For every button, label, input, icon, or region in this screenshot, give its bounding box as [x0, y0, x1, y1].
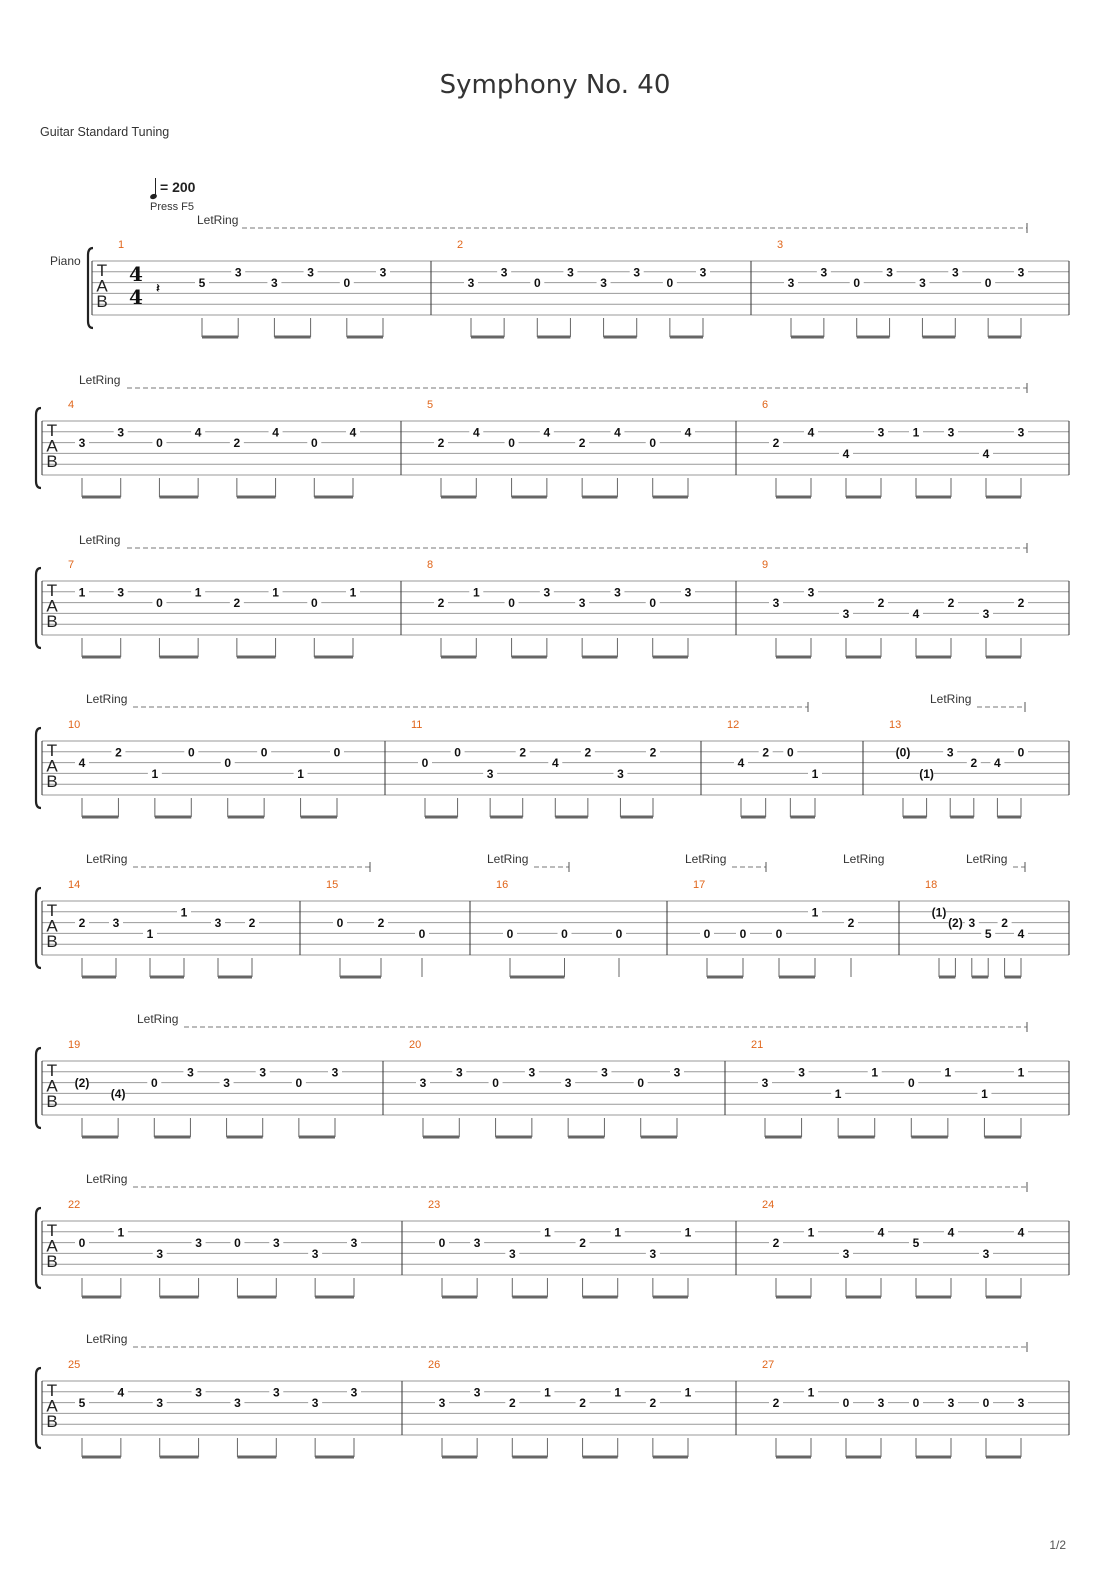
- fret-number: 3: [761, 1076, 769, 1091]
- tab-clef-letter: A: [46, 1396, 58, 1416]
- fret-number: 3: [1017, 1396, 1025, 1411]
- tab-clef-letter: B: [46, 772, 58, 791]
- letring-label: LetRing: [86, 692, 128, 706]
- fret-number: 3: [567, 265, 574, 280]
- fret-number: 3: [311, 1246, 319, 1261]
- fret-number: 2: [947, 596, 955, 611]
- fret-number: 4: [947, 1225, 955, 1240]
- fret-number: 2: [772, 1236, 780, 1251]
- fret-number: 4: [737, 756, 745, 771]
- fret-number: 1: [1017, 1065, 1025, 1080]
- fret-number: 1: [807, 1385, 815, 1400]
- letring-label: LetRing: [685, 852, 727, 866]
- letring-label: LetRing: [86, 1332, 128, 1346]
- fret-number: 0: [295, 1076, 303, 1091]
- fret-number: 0: [649, 436, 657, 451]
- fret-number: 3: [600, 276, 607, 291]
- tab-clef-letter: T: [46, 1061, 58, 1080]
- fret-number: 5: [984, 926, 992, 941]
- fret-number: 3: [214, 916, 222, 931]
- fret-number: 3: [968, 916, 976, 931]
- fret-number: 0: [260, 745, 268, 760]
- fret-number: 3: [877, 425, 885, 440]
- page-number: 1/2: [1049, 1538, 1066, 1552]
- fret-number: 0: [438, 1236, 446, 1251]
- fret-number: 3: [467, 276, 475, 291]
- fret-number: 3: [601, 1065, 608, 1080]
- fret-number: 0: [703, 926, 711, 941]
- fret-number: 3: [473, 1385, 481, 1400]
- fret-number: 0: [853, 276, 861, 291]
- letring-label: LetRing: [79, 533, 121, 547]
- tab-clef-letter: B: [46, 1092, 58, 1111]
- fret-number: 0: [561, 926, 568, 941]
- fret-number: 1: [544, 1385, 551, 1400]
- fret-number: 3: [156, 1396, 164, 1411]
- fret-number: (2): [74, 1076, 90, 1091]
- fret-number: 0: [333, 745, 341, 760]
- fret-number: 3: [543, 585, 551, 600]
- measure-number: 2: [457, 239, 464, 251]
- fret-number: 5: [912, 1236, 920, 1251]
- fret-number: 4: [117, 1385, 125, 1400]
- fret-number: 2: [437, 596, 445, 611]
- fret-number: 0: [187, 745, 195, 760]
- fret-number: 4: [349, 425, 357, 440]
- fret-number: 3: [673, 1065, 681, 1080]
- fret-number: 3: [234, 1396, 241, 1411]
- fret-number: 2: [578, 436, 586, 451]
- fret-number: 3: [272, 1385, 280, 1400]
- fret-number: 2: [970, 756, 978, 771]
- fret-number: 0: [508, 436, 515, 451]
- measure-number: 10: [68, 719, 81, 731]
- fret-number: 4: [1017, 926, 1025, 941]
- tab-clef-letter: T: [96, 261, 108, 280]
- tab-clef-letter: A: [46, 916, 58, 936]
- fret-number: 2: [762, 745, 770, 760]
- fret-number: 3: [112, 916, 120, 931]
- fret-number: 0: [336, 916, 344, 931]
- measure-number: 26: [428, 1359, 441, 1371]
- fret-number: 2: [437, 436, 445, 451]
- fret-number: 0: [666, 276, 674, 291]
- fret-number: 3: [649, 1246, 657, 1261]
- letring-label: LetRing: [487, 852, 529, 866]
- fret-number: 3: [787, 276, 795, 291]
- fret-number: 3: [234, 265, 242, 280]
- fret-number: 0: [649, 596, 657, 611]
- fret-number: 3: [187, 1065, 194, 1080]
- fret-number: 1: [834, 1086, 842, 1101]
- fret-number: 3: [947, 425, 955, 440]
- time-signature-top: 4: [129, 262, 143, 286]
- fret-number: 4: [877, 1225, 885, 1240]
- fret-number: 0: [912, 1396, 920, 1411]
- fret-number: 3: [78, 436, 86, 451]
- fret-number: 3: [117, 585, 125, 600]
- fret-number: 2: [233, 596, 241, 611]
- measure-number: 7: [68, 559, 75, 571]
- fret-number: 3: [473, 1236, 481, 1251]
- fret-number: 3: [195, 1236, 202, 1251]
- fret-number: 2: [584, 745, 592, 760]
- tab-clef-letter: B: [46, 612, 58, 631]
- staff-bracket: [36, 568, 41, 648]
- letring-label: LetRing: [86, 852, 128, 866]
- fret-number: 0: [492, 1076, 499, 1091]
- fret-number: 1: [614, 1225, 622, 1240]
- time-signature-bottom: 4: [129, 285, 143, 309]
- fret-number: 1: [614, 1385, 622, 1400]
- tab-clef-letter: A: [46, 756, 58, 776]
- tab-clef-letter: A: [46, 436, 58, 456]
- tab-clef-letter: B: [96, 292, 108, 311]
- fret-number: 2: [508, 1396, 516, 1411]
- staff-bracket: [36, 408, 41, 488]
- fret-number: 2: [649, 1396, 657, 1411]
- tab-clef-letter: A: [96, 276, 108, 296]
- fret-number: 3: [633, 265, 641, 280]
- fret-number: 3: [156, 1246, 164, 1261]
- tempo-value: = 200: [160, 179, 196, 195]
- fret-number: 3: [272, 1236, 280, 1251]
- fret-number: 3: [699, 265, 707, 280]
- tab-clef-letter: B: [46, 932, 58, 951]
- fret-number: 1: [912, 425, 920, 440]
- fret-number: 2: [847, 916, 855, 931]
- fret-number: 2: [579, 1396, 586, 1411]
- fret-number: 3: [614, 585, 621, 600]
- fret-number: 3: [307, 265, 314, 280]
- letring-label: LetRing: [966, 852, 1008, 866]
- fret-number: 3: [271, 276, 278, 291]
- measure-number: 6: [762, 399, 769, 411]
- fret-number: 1: [944, 1065, 952, 1080]
- fret-number: 1: [811, 905, 819, 920]
- fret-number: 4: [194, 425, 202, 440]
- tab-clef-letter: A: [46, 1236, 58, 1256]
- fret-number: 0: [984, 276, 992, 291]
- fret-number: 3: [807, 585, 815, 600]
- fret-number: (0): [895, 745, 911, 760]
- fret-number: 0: [421, 756, 429, 771]
- fret-number: 5: [78, 1396, 86, 1411]
- fret-number: 3: [486, 766, 494, 781]
- fret-number: 3: [578, 596, 586, 611]
- fret-number: 1: [78, 585, 86, 600]
- fret-number: 2: [78, 916, 86, 931]
- measure-number: 9: [762, 559, 769, 571]
- fret-number: (4): [110, 1086, 126, 1101]
- instrument-label: Piano: [50, 254, 81, 268]
- staff-bracket: [36, 1208, 41, 1288]
- tab-clef-letter: B: [46, 452, 58, 471]
- fret-number: 1: [811, 766, 819, 781]
- measure-number: 24: [762, 1199, 775, 1211]
- fret-number: 4: [272, 425, 279, 440]
- fret-number: 0: [156, 596, 163, 611]
- fret-number: 2: [519, 745, 527, 760]
- fret-number: 0: [775, 926, 783, 941]
- measure-number: 19: [68, 1039, 81, 1051]
- tab-clef-letter: T: [46, 1381, 58, 1400]
- fret-number: 3: [877, 1396, 885, 1411]
- fret-number: 1: [684, 1225, 692, 1240]
- fret-number: 2: [248, 916, 256, 931]
- fret-number: 2: [772, 436, 780, 451]
- tab-clef-letter: T: [46, 581, 58, 600]
- fret-number: 3: [1017, 425, 1025, 440]
- fret-number: 0: [615, 926, 623, 941]
- fret-number: 3: [947, 1396, 955, 1411]
- fret-number: 0: [78, 1236, 86, 1251]
- fret-number: 3: [1017, 265, 1025, 280]
- fret-number: 4: [912, 606, 920, 621]
- fret-number: 3: [946, 745, 954, 760]
- measure-number: 1: [118, 239, 125, 251]
- fret-number: 0: [310, 596, 318, 611]
- fret-number: 3: [772, 596, 780, 611]
- measure-number: 21: [751, 1039, 764, 1051]
- fret-number: 1: [544, 1225, 551, 1240]
- tuning-label: Guitar Standard Tuning: [40, 125, 170, 139]
- fret-number: 1: [151, 766, 159, 781]
- fret-number: 2: [579, 1236, 586, 1251]
- letring-label: LetRing: [930, 692, 972, 706]
- fret-number: 0: [454, 745, 461, 760]
- fret-number: 3: [500, 265, 508, 280]
- fret-number: 2: [649, 745, 657, 760]
- fret-number: 3: [886, 265, 893, 280]
- fret-number: 1: [871, 1065, 879, 1080]
- staff-bracket: [36, 728, 41, 808]
- fret-number: 3: [951, 265, 959, 280]
- fret-number: 3: [842, 1246, 850, 1261]
- fret-number: 1: [194, 585, 202, 600]
- fret-number: 3: [564, 1076, 572, 1091]
- letring-label: LetRing: [843, 852, 885, 866]
- fret-number: 5: [198, 276, 206, 291]
- fret-number: 0: [982, 1396, 990, 1411]
- measure-number: 16: [496, 879, 509, 891]
- fret-number: 3: [311, 1396, 319, 1411]
- staff-bracket: [36, 888, 41, 968]
- measure-number: 13: [889, 719, 902, 731]
- measure-number: 20: [409, 1039, 422, 1051]
- fret-number: 3: [798, 1065, 805, 1080]
- fret-number: 4: [807, 425, 815, 440]
- fret-number: 2: [772, 1396, 780, 1411]
- fret-number: 4: [551, 756, 559, 771]
- fret-number: 3: [455, 1065, 463, 1080]
- fret-number: 1: [117, 1225, 125, 1240]
- fret-number: 0: [150, 1076, 158, 1091]
- tab-clef-letter: B: [46, 1252, 58, 1271]
- fret-number: 3: [195, 1385, 202, 1400]
- letring-label: LetRing: [79, 373, 121, 387]
- fret-number: 0: [1017, 745, 1025, 760]
- fret-number: 0: [739, 926, 747, 941]
- measure-number: 5: [427, 399, 434, 411]
- fret-number: 0: [786, 745, 794, 760]
- fret-number: 1: [349, 585, 357, 600]
- fret-number: 3: [508, 1246, 516, 1261]
- fret-number: (1): [931, 905, 947, 920]
- fret-number: 1: [472, 585, 480, 600]
- measure-number: 18: [925, 879, 938, 891]
- measure-number: 14: [68, 879, 81, 891]
- fret-number: 1: [807, 1225, 815, 1240]
- fret-number: 0: [310, 436, 318, 451]
- tab-clef-letter: A: [46, 596, 58, 616]
- measure-number: 25: [68, 1359, 81, 1371]
- letring-label: LetRing: [197, 213, 239, 227]
- fret-number: 0: [224, 756, 232, 771]
- fret-number: 0: [234, 1236, 241, 1251]
- fret-number: 3: [350, 1236, 358, 1251]
- fret-number: 1: [180, 905, 188, 920]
- fret-number: 0: [156, 436, 163, 451]
- measure-number: 23: [428, 1199, 441, 1211]
- staff-bracket: [36, 1368, 41, 1448]
- fret-number: 1: [981, 1086, 988, 1101]
- fret-number: 3: [438, 1396, 446, 1411]
- measure-number: 27: [762, 1359, 775, 1371]
- fret-number: 1: [297, 766, 304, 781]
- fret-number: 3: [350, 1385, 358, 1400]
- measure-number: 22: [68, 1199, 81, 1211]
- measure-number: 12: [727, 719, 740, 731]
- fret-number: 1: [272, 585, 279, 600]
- fret-number: 3: [117, 425, 125, 440]
- fret-number: 3: [842, 606, 850, 621]
- fret-number: 2: [1017, 596, 1025, 611]
- fret-number: 3: [919, 276, 926, 291]
- fret-number: 3: [259, 1065, 267, 1080]
- fret-number: 3: [684, 585, 692, 600]
- fret-number: 0: [506, 926, 514, 941]
- fret-number: 4: [994, 756, 1001, 771]
- fret-number: 4: [78, 756, 86, 771]
- fret-number: 3: [982, 1246, 990, 1261]
- measure-number: 4: [68, 399, 75, 411]
- fret-number: 0: [907, 1076, 915, 1091]
- fret-number: 3: [982, 606, 990, 621]
- fret-number: (2): [948, 916, 963, 931]
- tab-clef-letter: T: [46, 421, 58, 440]
- tab-clef-letter: T: [46, 741, 58, 760]
- fret-number: (1): [919, 766, 934, 781]
- staff-bracket: [36, 1048, 41, 1128]
- measure-number: 15: [326, 879, 339, 891]
- quarter-rest-icon: 𝄽: [156, 281, 160, 295]
- fret-number: 3: [617, 766, 624, 781]
- letring-label: LetRing: [137, 1012, 179, 1026]
- letring-label: LetRing: [86, 1172, 128, 1186]
- fret-number: 4: [842, 446, 850, 461]
- fret-number: 4: [472, 425, 480, 440]
- fret-number: 3: [419, 1076, 427, 1091]
- fret-number: 1: [146, 926, 154, 941]
- measure-number: 8: [427, 559, 434, 571]
- press-hint: Press F5: [150, 201, 195, 213]
- fret-number: 0: [637, 1076, 645, 1091]
- fret-number: 0: [343, 276, 351, 291]
- fret-number: 3: [528, 1065, 536, 1080]
- tab-clef-letter: A: [46, 1076, 58, 1096]
- fret-number: 3: [820, 265, 828, 280]
- score-title: Symphony No. 40: [439, 70, 671, 100]
- fret-number: 0: [842, 1396, 850, 1411]
- fret-number: 3: [223, 1076, 230, 1091]
- fret-number: 2: [377, 916, 385, 931]
- tab-clef-letter: T: [46, 901, 58, 920]
- measure-number: 3: [777, 239, 784, 251]
- fret-number: 1: [684, 1385, 692, 1400]
- fret-number: 0: [508, 596, 515, 611]
- fret-number: 3: [379, 265, 387, 280]
- fret-number: 0: [418, 926, 426, 941]
- fret-number: 4: [614, 425, 621, 440]
- fret-number: 4: [1017, 1225, 1025, 1240]
- measure-number: 17: [693, 879, 706, 891]
- fret-number: 4: [684, 425, 692, 440]
- fret-number: 0: [533, 276, 541, 291]
- fret-number: 2: [1001, 916, 1008, 931]
- tab-clef-letter: B: [46, 1412, 58, 1431]
- fret-number: 3: [331, 1065, 339, 1080]
- measure-number: 11: [411, 719, 423, 731]
- fret-number: 4: [543, 425, 551, 440]
- fret-number: 2: [877, 596, 885, 611]
- fret-number: 4: [982, 446, 990, 461]
- fret-number: 2: [233, 436, 241, 451]
- fret-number: 2: [115, 745, 122, 760]
- tab-clef-letter: T: [46, 1221, 58, 1240]
